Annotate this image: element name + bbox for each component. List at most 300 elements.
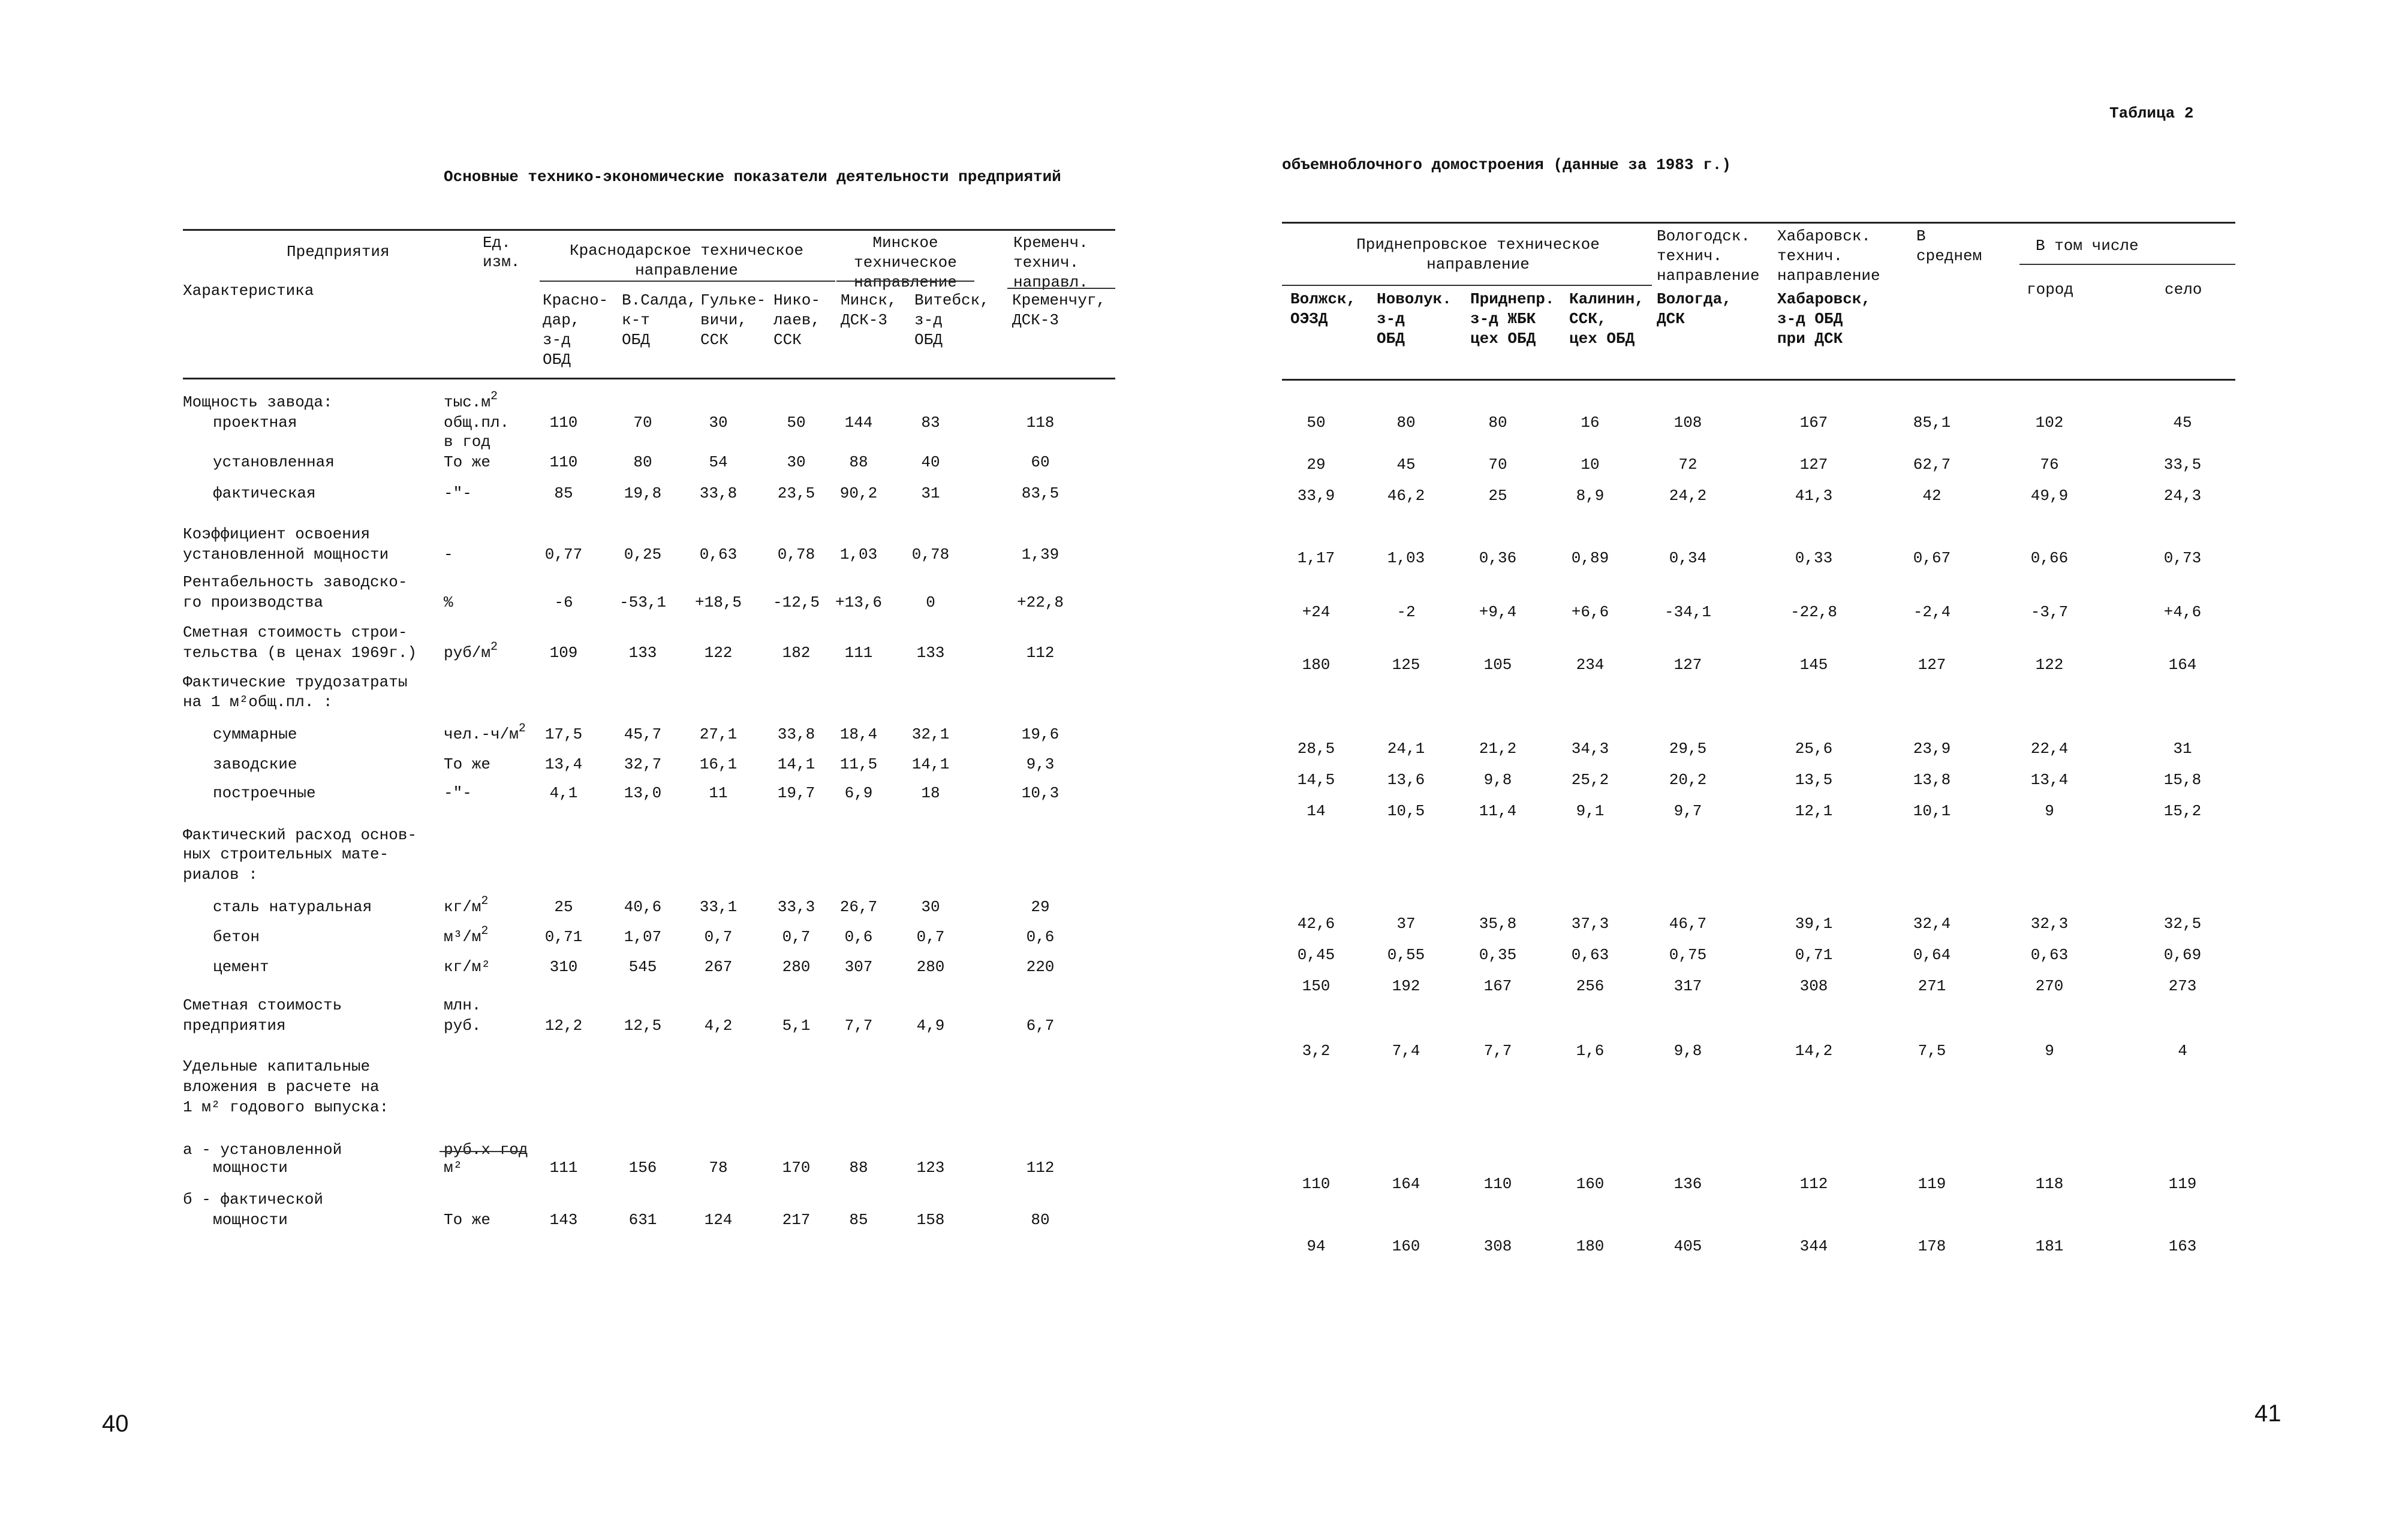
- table-cell: 80: [1031, 1211, 1050, 1229]
- header-group-vologda: технич.: [1657, 247, 1723, 265]
- table-cell: 164: [1392, 1175, 1420, 1193]
- table-cell: 41,3: [1795, 487, 1833, 505]
- table-cell: 12,2: [544, 1017, 583, 1035]
- header-bottom-rule: [183, 378, 1115, 379]
- unit-superscript: 2: [490, 640, 498, 654]
- table-cell: 6,7: [1026, 1017, 1055, 1035]
- table-cell: 29: [1031, 898, 1050, 916]
- table-cell: 13,6: [1387, 771, 1425, 789]
- table-cell: 8,9: [1576, 487, 1605, 505]
- row-label: тельства (в ценах 1969г.): [183, 644, 417, 662]
- table-cell: 0,63: [1571, 946, 1609, 964]
- table-cell: 18: [921, 784, 940, 802]
- table-cell: 164: [2168, 656, 2197, 674]
- table-cell: 110: [1483, 1175, 1512, 1193]
- table-cell: 5,1: [782, 1017, 811, 1035]
- table-cell: +13,6: [835, 593, 883, 611]
- table-cell: -34,1: [1664, 603, 1712, 621]
- header-average: В: [1916, 227, 1926, 245]
- row-unit: $м^3/м^2$: [444, 924, 489, 946]
- table-cell: 30: [709, 414, 728, 432]
- table-cell: 119: [2168, 1175, 2197, 1193]
- header-plant-4: Нико-: [773, 291, 821, 309]
- header-group-khabarovsk: Хабаровск.: [1777, 227, 1871, 245]
- table-cell: 0,7: [782, 928, 811, 946]
- table-cell: 72: [1678, 456, 1697, 474]
- table-cell: 267: [704, 958, 733, 976]
- table-cell: 545: [628, 958, 657, 976]
- table-cell: 0,78: [911, 545, 950, 563]
- table-cell: 7,4: [1392, 1042, 1420, 1060]
- table-cell: 13,8: [1913, 771, 1951, 789]
- table-cell: 122: [2035, 656, 2064, 674]
- table-cell: 167: [1799, 414, 1828, 432]
- table-cell: 45: [1396, 456, 1416, 474]
- table-cell: 144: [844, 414, 873, 432]
- table-cell: 14,1: [777, 755, 815, 773]
- table-cell: -22,8: [1790, 603, 1838, 621]
- table-cell: 109: [549, 644, 578, 662]
- header-group-pridnepr: направление: [1426, 255, 1530, 273]
- table-cell: 21,2: [1479, 740, 1517, 758]
- table-cell: 32,1: [911, 725, 950, 743]
- table-cell: 3,2: [1302, 1042, 1331, 1060]
- table-cell: 0,6: [844, 928, 873, 946]
- header-plant-6: з-д: [914, 311, 943, 329]
- table-cell: 180: [1302, 656, 1331, 674]
- table-cell: 1,39: [1021, 545, 1059, 563]
- header-group-vologda: направление: [1657, 267, 1760, 285]
- header-unit: Ед.: [483, 234, 511, 252]
- header-group-minsk: Минское: [872, 234, 938, 252]
- table-cell: 50: [787, 414, 806, 432]
- header-plant-3: вичи,: [700, 311, 748, 329]
- table-cell: +18,5: [694, 593, 742, 611]
- header-plant-2: к-т: [622, 311, 650, 329]
- table-cell: 119: [1918, 1175, 1946, 1193]
- table-cell: 22,4: [2030, 740, 2069, 758]
- header-plant-5: Вологда,: [1657, 290, 1732, 308]
- row-label: го производства: [183, 593, 324, 611]
- table-cell: 83,5: [1021, 484, 1059, 502]
- table-cell: 85,1: [1913, 414, 1951, 432]
- header-bottom-rule: [1282, 379, 2235, 381]
- table-cell: 0,75: [1669, 946, 1707, 964]
- table-cell: 80: [633, 453, 652, 471]
- table-cell: -2: [1396, 603, 1416, 621]
- table-cell: 0,6: [1026, 928, 1055, 946]
- header-plant-2: ОБД: [1377, 330, 1405, 348]
- header-group-khabarovsk: направление: [1777, 267, 1880, 285]
- unit-superscript: 2: [490, 390, 498, 403]
- header-unit: изм.: [483, 253, 520, 271]
- table-cell: 405: [1673, 1237, 1702, 1255]
- table-cell: 15,8: [2163, 771, 2202, 789]
- header-plant-6: ОБД: [914, 331, 943, 349]
- table-cell: 26,7: [839, 898, 878, 916]
- table-cell: 45,7: [624, 725, 662, 743]
- table-cell: 317: [1673, 977, 1702, 995]
- table-cell: 20,2: [1669, 771, 1707, 789]
- table-cell: 9: [2045, 1042, 2054, 1060]
- table-cell: 13,4: [2030, 771, 2069, 789]
- header-plant-6: Витебск,: [914, 291, 989, 309]
- unit-superscript: 2: [518, 722, 526, 736]
- table-cell: 24,2: [1669, 487, 1707, 505]
- table-cell: 133: [916, 644, 945, 662]
- table-cell: 33,9: [1297, 487, 1335, 505]
- table-cell: 30: [921, 898, 940, 916]
- header-group-krasnodar: направление: [635, 261, 738, 279]
- table-cell: 1,6: [1576, 1042, 1605, 1060]
- table-cell: 10,5: [1387, 802, 1425, 820]
- table-cell: 163: [2168, 1237, 2197, 1255]
- header-group-kremenchug: направл.: [1013, 273, 1088, 291]
- table-cell: 70: [633, 414, 652, 432]
- table-cell: 28,5: [1297, 740, 1335, 758]
- table-cell: 127: [1673, 656, 1702, 674]
- table-cell: 90,2: [839, 484, 878, 502]
- header-plant-3: ССК: [700, 331, 729, 349]
- table-cell: 88: [849, 1159, 868, 1177]
- row-unit: м²: [444, 1159, 463, 1177]
- header-plant-4: ССК: [773, 331, 802, 349]
- table-cell: 12,1: [1795, 802, 1833, 820]
- row-label: заводские: [213, 755, 297, 773]
- header-plant-1: ОБД: [543, 351, 571, 369]
- table-cell: 0,64: [1913, 946, 1951, 964]
- table-cell: 0: [926, 593, 935, 611]
- table-cell: 1,03: [839, 545, 878, 563]
- table-cell: 133: [628, 644, 657, 662]
- table-title: объемноблочного домостроения (данные за 1983 г.): [1282, 156, 1731, 174]
- table-cell: 4: [2178, 1042, 2187, 1060]
- header-plant-6: з-д ОБД: [1777, 310, 1843, 328]
- table-cell: 11,5: [839, 755, 878, 773]
- table-cell: 105: [1483, 656, 1512, 674]
- row-label: Рентабельность заводско-: [183, 573, 408, 591]
- table-cell: 54: [709, 453, 728, 471]
- row-unit: %: [444, 593, 453, 611]
- table-label: Таблица 2: [2109, 104, 2194, 122]
- table-cell: 62,7: [1913, 456, 1951, 474]
- table-cell: +4,6: [2163, 603, 2202, 621]
- table-cell: 33,3: [777, 898, 815, 916]
- header-group-kremenchug: Кременч.: [1013, 234, 1088, 252]
- row-label: Фактические трудозатраты: [183, 673, 408, 691]
- table-cell: 33,8: [699, 484, 738, 502]
- table-cell: 217: [782, 1211, 811, 1229]
- table-cell: -12,5: [772, 593, 820, 611]
- table-cell: 31: [2173, 740, 2192, 758]
- table-cell: 127: [1918, 656, 1946, 674]
- row-label: а - установленной: [183, 1141, 342, 1159]
- header-group-kremenchug: технич.: [1013, 254, 1079, 272]
- table-cell: 308: [1483, 1237, 1512, 1255]
- table-cell: 111: [549, 1159, 578, 1177]
- header-plant-1: Красно-: [543, 291, 609, 309]
- header-plant-6: Хабаровск,: [1777, 290, 1871, 308]
- row-label: Мощность завода:: [183, 393, 333, 411]
- table-cell: 30: [787, 453, 806, 471]
- table-cell: 112: [1026, 1159, 1055, 1177]
- table-cell: 13,5: [1795, 771, 1833, 789]
- table-cell: 0,73: [2163, 549, 2202, 567]
- table-cell: 88: [849, 453, 868, 471]
- row-unit: То же: [444, 1211, 491, 1229]
- table-cell: 631: [628, 1211, 657, 1229]
- table-cell: 180: [1576, 1237, 1605, 1255]
- table-cell: 14: [1307, 802, 1326, 820]
- row-label: на 1 м²общ.пл. :: [183, 693, 333, 711]
- table-cell: 23,5: [777, 484, 815, 502]
- table-cell: 0,7: [704, 928, 733, 946]
- header-plant-5: Минск,: [841, 291, 897, 309]
- header-plant-3: Приднепр.: [1470, 290, 1555, 308]
- table-cell: 16,1: [699, 755, 738, 773]
- header-characteristic: Характеристика: [183, 282, 314, 300]
- row-label: установленная: [213, 453, 335, 471]
- table-cell: 42: [1922, 487, 1942, 505]
- table-cell: 9,7: [1673, 802, 1702, 820]
- table-cell: 76: [2040, 456, 2059, 474]
- table-cell: 1,17: [1297, 549, 1335, 567]
- header-plant-6: при ДСК: [1777, 330, 1843, 348]
- table-cell: 70: [1488, 456, 1507, 474]
- table-cell: 9,8: [1483, 771, 1512, 789]
- table-cell: 80: [1488, 414, 1507, 432]
- table-cell: 9,8: [1673, 1042, 1702, 1060]
- header-city: город: [2027, 281, 2074, 299]
- table-cell: 10: [1581, 456, 1600, 474]
- row-unit: -"-: [444, 484, 472, 502]
- table-cell: 25: [1488, 487, 1507, 505]
- header-including: В том числе: [2036, 237, 2139, 255]
- table-cell: 80: [1396, 414, 1416, 432]
- table-cell: 46,2: [1387, 487, 1425, 505]
- table-cell: 0,25: [624, 545, 662, 563]
- header-plant-7: Кременчуг,: [1012, 291, 1106, 309]
- table-cell: 122: [704, 644, 733, 662]
- header-group-krasnodar: Краснодарское техническое: [569, 242, 804, 260]
- table-cell: 0,71: [1795, 946, 1833, 964]
- table-cell: 9,1: [1576, 802, 1605, 820]
- header-group-rule: [2019, 264, 2235, 265]
- table-cell: 0,34: [1669, 549, 1707, 567]
- row-label: вложения в расчете на: [183, 1078, 380, 1096]
- page-number: 41: [2255, 1400, 2281, 1427]
- unit-superscript: 2: [481, 924, 489, 938]
- header-village: село: [2165, 281, 2202, 299]
- header-group-vologda: Вологодск.: [1657, 227, 1751, 245]
- table-title: Основные технико-экономические показатели деятельности предприятий: [444, 168, 1061, 186]
- row-unit: руб.х год: [444, 1141, 528, 1159]
- table-cell: -53,1: [619, 593, 667, 611]
- row-label: мощности: [213, 1211, 288, 1229]
- table-cell: 112: [1026, 644, 1055, 662]
- table-cell: 102: [2035, 414, 2064, 432]
- table-cell: 40,6: [624, 898, 662, 916]
- table-cell: 19,6: [1021, 725, 1059, 743]
- table-cell: 0,63: [2030, 946, 2069, 964]
- header-plant-4: ССК,: [1569, 310, 1607, 328]
- table-cell: 85: [554, 484, 573, 502]
- table-cell: 37: [1396, 915, 1416, 933]
- table-cell: 49,9: [2030, 487, 2069, 505]
- table-cell: 0,66: [2030, 549, 2069, 567]
- header-group-minsk: техническое: [854, 254, 957, 272]
- table-cell: -2,4: [1913, 603, 1951, 621]
- row-unit: То же: [444, 453, 491, 471]
- table-cell: 0,55: [1387, 946, 1425, 964]
- row-label: проектная: [213, 414, 297, 432]
- table-cell: 125: [1392, 656, 1420, 674]
- row-label: Сметная стоимость строи-: [183, 623, 408, 641]
- header-enterprises: Предприятия: [287, 243, 390, 261]
- table-cell: 37,3: [1571, 915, 1609, 933]
- table-cell: 0,69: [2163, 946, 2202, 964]
- table-cell: 13,4: [544, 755, 583, 773]
- table-cell: 127: [1799, 456, 1828, 474]
- table-cell: 11: [709, 784, 728, 802]
- table-top-rule: [1282, 222, 2235, 224]
- row-label: ных строительных мате-: [183, 845, 389, 863]
- row-unit: $кг/м^2$: [444, 894, 489, 916]
- header-plant-7: ДСК-3: [1012, 311, 1059, 329]
- header-plant-5: ДСК: [1657, 310, 1685, 328]
- table-cell: 34,3: [1571, 740, 1609, 758]
- table-cell: 23,9: [1913, 740, 1951, 758]
- table-cell: 124: [704, 1211, 733, 1229]
- table-cell: 150: [1302, 977, 1331, 995]
- table-cell: 40: [921, 453, 940, 471]
- table-cell: 32,3: [2030, 915, 2069, 933]
- header-plant-4: лаев,: [773, 311, 821, 329]
- table-cell: 16: [1581, 414, 1600, 432]
- table-cell: 0,33: [1795, 549, 1833, 567]
- table-cell: 271: [1918, 977, 1946, 995]
- row-label: фактическая: [213, 484, 316, 502]
- table-cell: 280: [916, 958, 945, 976]
- header-plant-2: з-д: [1377, 310, 1405, 328]
- table-cell: -3,7: [2030, 603, 2069, 621]
- table-cell: 0,71: [544, 928, 583, 946]
- row-unit: То же: [444, 755, 491, 773]
- table-cell: 39,1: [1795, 915, 1833, 933]
- table-cell: 118: [2035, 1175, 2064, 1193]
- table-cell: 7,7: [1483, 1042, 1512, 1060]
- table-cell: 33,8: [777, 725, 815, 743]
- table-cell: 14,5: [1297, 771, 1335, 789]
- table-cell: 192: [1392, 977, 1420, 995]
- table-cell: 78: [709, 1159, 728, 1177]
- header-group-rule: [1007, 288, 1115, 289]
- table-cell: 25,6: [1795, 740, 1833, 758]
- table-cell: 24,3: [2163, 487, 2202, 505]
- header-group-pridnepr: Приднепровское техническое: [1356, 236, 1600, 254]
- table-cell: 35,8: [1479, 915, 1517, 933]
- table-cell: 9,3: [1026, 755, 1055, 773]
- table-cell: 11,4: [1479, 802, 1517, 820]
- row-label: цемент: [213, 958, 269, 976]
- table-cell: 110: [549, 453, 578, 471]
- table-cell: 15,2: [2163, 802, 2202, 820]
- row-label: б - фактической: [183, 1191, 324, 1208]
- header-plant-2: ОБД: [622, 331, 650, 349]
- row-label: Коэффициент освоения: [183, 525, 371, 543]
- table-cell: 24,1: [1387, 740, 1425, 758]
- table-cell: 145: [1799, 656, 1828, 674]
- row-unit: $чел.-ч/м^2$: [444, 722, 526, 743]
- table-cell: 123: [916, 1159, 945, 1177]
- table-cell: 110: [549, 414, 578, 432]
- table-cell: 19,8: [624, 484, 662, 502]
- table-cell: 273: [2168, 977, 2197, 995]
- table-cell: 0,45: [1297, 946, 1335, 964]
- header-group-rule: [1282, 285, 1652, 286]
- table-cell: 0,7: [916, 928, 945, 946]
- header-plant-3: з-д ЖБК: [1470, 310, 1536, 328]
- table-cell: 0,89: [1571, 549, 1609, 567]
- table-cell: 170: [782, 1159, 811, 1177]
- table-cell: 310: [549, 958, 578, 976]
- table-cell: 182: [782, 644, 811, 662]
- table-cell: 14,1: [911, 755, 950, 773]
- row-unit: общ.пл.: [444, 414, 510, 432]
- table-cell: 7,7: [844, 1017, 873, 1035]
- row-label: сталь натуральная: [213, 898, 372, 916]
- table-cell: 4,2: [704, 1017, 733, 1035]
- row-label: Сметная стоимость: [183, 996, 342, 1014]
- table-cell: 156: [628, 1159, 657, 1177]
- table-cell: 46,7: [1669, 915, 1707, 933]
- table-cell: 158: [916, 1211, 945, 1229]
- table-cell: 118: [1026, 414, 1055, 432]
- table-cell: 1,07: [624, 928, 662, 946]
- row-unit: в год: [444, 433, 491, 451]
- header-group-rule: [540, 281, 835, 282]
- table-cell: 94: [1307, 1237, 1326, 1255]
- table-cell: 256: [1576, 977, 1605, 995]
- table-cell: 10,1: [1913, 802, 1951, 820]
- table-cell: 12,5: [624, 1017, 662, 1035]
- table-cell: 10,3: [1021, 784, 1059, 802]
- table-cell: 25: [554, 898, 573, 916]
- table-cell: 85: [849, 1211, 868, 1229]
- header-plant-4: Калинин,: [1569, 290, 1644, 308]
- row-unit: -"-: [444, 784, 472, 802]
- table-cell: 136: [1673, 1175, 1702, 1193]
- table-cell: 83: [921, 414, 940, 432]
- row-label: Фактический расход основ-: [183, 826, 417, 844]
- header-plant-4: цех ОБД: [1569, 330, 1635, 348]
- table-cell: 14,2: [1795, 1042, 1833, 1060]
- header-plant-3: Гульке-: [700, 291, 766, 309]
- row-label: Удельные капитальные: [183, 1057, 371, 1075]
- header-plant-1: Волжск,: [1290, 290, 1356, 308]
- table-cell: 280: [782, 958, 811, 976]
- row-label: риалов :: [183, 866, 258, 884]
- table-cell: 32,4: [1913, 915, 1951, 933]
- header-group-minsk: направление: [854, 273, 957, 291]
- table-cell: 0,77: [544, 545, 583, 563]
- header-plant-5: ДСК-3: [841, 311, 888, 329]
- table-cell: 32,5: [2163, 915, 2202, 933]
- table-cell: 13,0: [624, 784, 662, 802]
- table-cell: 111: [844, 644, 873, 662]
- table-cell: 308: [1799, 977, 1828, 995]
- header-plant-2: Новолук.: [1377, 290, 1452, 308]
